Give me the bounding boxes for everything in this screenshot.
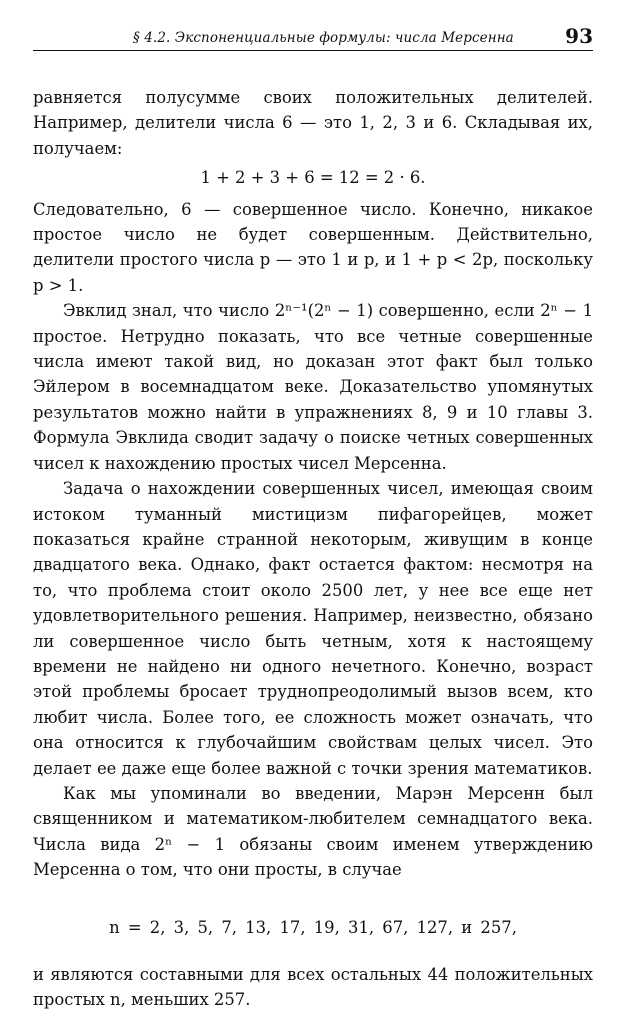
paragraph-5: Как мы упоминали во введении, Марэн Мерсенн был священником и математиком-любителем семнадцатого века. Числа вида 2ⁿ − 1 обязаны своим именем утверждению Мерсенна о том, что они просты, в случае bbox=[33, 783, 593, 880]
paragraph-1: равняется полусумме своих положительных делителей. Например, делители числа 6 — это 1, 2, 3 и 6. Складывая их, получаем: bbox=[33, 88, 593, 158]
body-text bbox=[33, 85, 593, 1013]
paragraph-4: Задача о нахождении совершенных чисел, имеющая своим истоком туманный мистицизм пифагорейцев, может показаться крайне странной некоторым, живущим в конце двадцатого века. Однако, факт остается фактом: несмотря на то, что проблема стоит около 2500 лет, у нее все еще нет удовлетворительного решения. Например, неизвестно, обязано ли совершенное число быть четным, хотя к настоящему времени не найдено ни одного нечетного. Конечно, возраст этой проблемы бросает труднопреодолимый вызов всем, кто любит числа. Более того, ее сложность может означать, что она относится к глубочайшим свойствам целых чисел. Это делает ее даже еще более важной с точки зрения математиков. bbox=[33, 479, 593, 778]
paragraph-6: и являются составными для всех остальных 44 положительных простых n, меньших 257. bbox=[33, 965, 593, 1010]
paragraph-3: Эвклид знал, что число 2ⁿ⁻¹(2ⁿ − 1) совершенно, если 2ⁿ − 1 простое. Нетрудно показать, что все четные совершенные числа имеют такой вид, но доказан этот факт был только Эйлером в восемнадцатом веке. Доказательство упомянутых результатов можно найти в упражнениях 8, 9 и 10 главы 3. Формула Эвклида сводит задачу о поиске четных совершенных чисел к нахождению простых чисел Мерсенна. bbox=[33, 301, 593, 473]
page-number: 93 bbox=[565, 24, 593, 48]
formula-sum-of-divisors: 1 + 2 + 3 + 6 = 12 = 2 · 6. bbox=[200, 168, 426, 188]
formula-mersenne-exponents: n = 2, 3, 5, 7, 13, 17, 19, 31, 67, 127, и 257, bbox=[109, 917, 517, 937]
book-page bbox=[33, 26, 593, 1013]
running-head: § 4.2. Экспоненциальные формулы: числа Мерсенна bbox=[133, 30, 514, 46]
paragraph-2: Следовательно, 6 — совершенное число. Конечно, никакое простое число не будет совершенным. Действительно, делители простого числа p — это 1 и p, и 1 + p < 2p, поскольку p > 1. bbox=[33, 199, 593, 295]
page-header bbox=[33, 26, 593, 51]
